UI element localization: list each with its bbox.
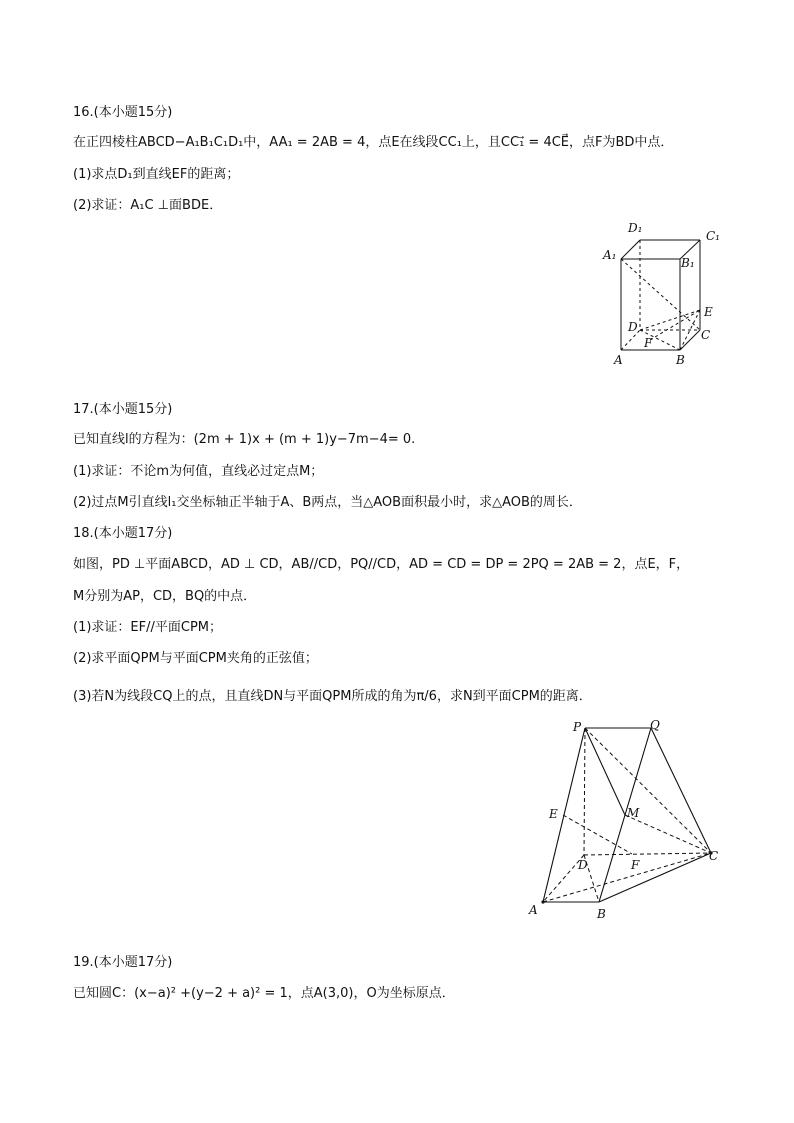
label-A: A xyxy=(529,903,538,917)
figure-polyhedron xyxy=(525,715,725,925)
problem-17-statement: 已知直线l的方程为：(2m + 1)x + (m + 1)y−7m−4= 0. xyxy=(73,432,416,447)
label-M: M xyxy=(627,806,640,820)
problem-17-part-2: (2)过点M引直线l₁交坐标轴正半轴于A、B两点，当△AOB面积最小时，求△AOB的周长． xyxy=(73,495,582,510)
label-D1: D₁ xyxy=(628,221,643,235)
label-A1: A₁ xyxy=(603,248,617,262)
label-D: D xyxy=(578,858,588,872)
problem-18-part-1: (1)求证：EF//平面CPM； xyxy=(73,620,222,635)
label-P: P xyxy=(573,720,582,734)
problem-17-part-1: (1)求证：不论m为何值，直线必过定点M； xyxy=(73,464,324,479)
label-B: B xyxy=(676,353,685,367)
label-Q: Q xyxy=(650,718,660,732)
label-F: F xyxy=(631,858,640,872)
label-A: A xyxy=(614,353,623,367)
problem-18-header: 18.(本小题17分) xyxy=(73,526,173,541)
label-E: E xyxy=(549,807,558,821)
figure-prism xyxy=(598,218,728,376)
label-C: C xyxy=(701,328,711,342)
problem-16-part-1: (1)求点D₁到直线EF的距离； xyxy=(73,167,240,182)
problem-18-part-2: (2)求平面QPM与平面CPM夹角的正弦值； xyxy=(73,651,318,666)
label-C: C xyxy=(709,849,719,863)
problem-18-part-3: (3)若N为线段CQ上的点，且直线DN与平面QPM所成的角为π/6，求N到平面CPM的距离． xyxy=(73,689,592,704)
problem-16-statement: 在正四棱柱ABCD−A₁B₁C₁D₁中，AA₁ = 2AB = 4，点E在线段CC₁上，且CC₁⃗ = 4CE⃗，点F为BD中点． xyxy=(73,135,674,150)
problem-19-statement: 已知圆C：(x−a)² +(y−2 + a)² = 1，点A(3,0)，O为坐标原点． xyxy=(73,986,455,1001)
label-B: B xyxy=(597,907,606,921)
label-C1: C₁ xyxy=(706,229,720,243)
problem-18-statement-2: M分别为AP，CD，BQ的中点． xyxy=(73,589,257,604)
problem-16-header: 16.(本小题15分) xyxy=(73,105,173,120)
label-B1: B₁ xyxy=(681,256,695,270)
label-D: D xyxy=(628,320,638,334)
problem-16-part-2: (2)求证：A₁C ⊥面BDE． xyxy=(73,198,223,213)
problem-19-header: 19.(本小题17分) xyxy=(73,955,173,970)
label-F: F xyxy=(644,336,653,350)
problem-17-header: 17.(本小题15分) xyxy=(73,402,173,417)
label-E: E xyxy=(704,305,713,319)
problem-18-statement-1: 如图，PD ⊥平面ABCD，AD ⊥ CD，AB//CD，PQ//CD，AD = CD = DP = 2PQ = 2AB = 2，点E，F， xyxy=(73,557,690,572)
